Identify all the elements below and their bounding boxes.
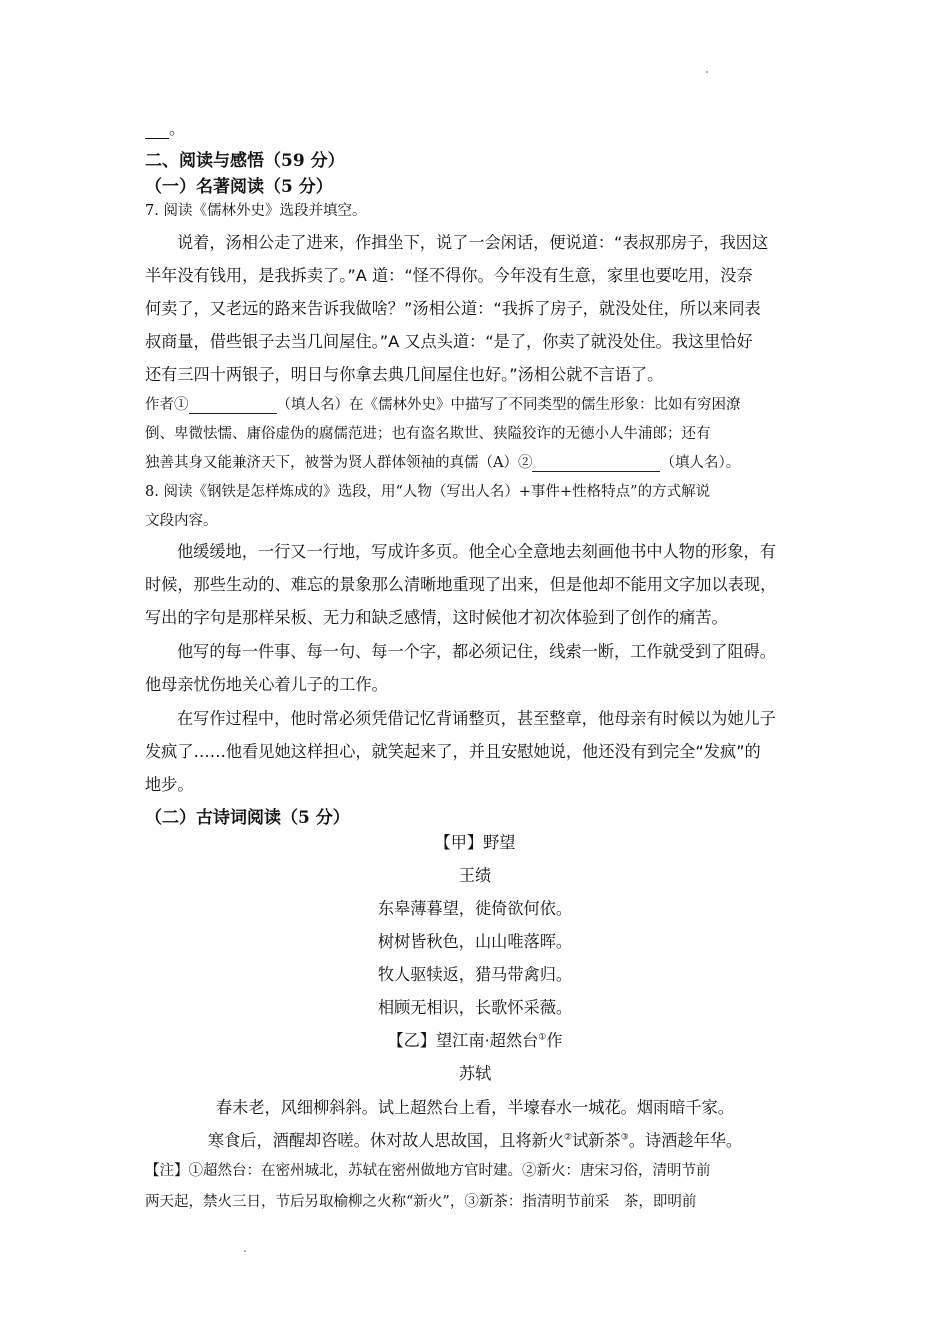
question-8-prompt-cont: 文段内容。 <box>145 513 218 529</box>
poem-2-author: 苏轼 <box>458 1064 492 1083</box>
subsection-poetry-title: （二）古诗词阅读（5 分） <box>145 808 350 828</box>
section-title: 二、阅读与感悟（59 分） <box>145 151 345 171</box>
question-7-fill-line-2: 倒、卑微怯懦、庸俗虚伪的腐儒范进；也有盗名欺世、狭隘狡诈的无德小人牛浦郎；还有 <box>145 426 711 442</box>
passage-2-line: 地步。 <box>145 775 194 794</box>
passage-2-line: 写出的字句是那样呆板、无力和缺乏感情，这时候他才初次体验到了创作的痛苦。 <box>145 608 728 627</box>
poem-1-line: 相顾无相识，长歌怀采薇。 <box>377 998 573 1017</box>
scan-speck <box>706 71 708 73</box>
notes-line: 【注】①超然台：在密州城北，苏轼在密州做地方官时建。②新火：唐宋习俗，清明节前 <box>145 1163 711 1179</box>
poem-1-title: 【甲】野望 <box>434 833 516 852</box>
question-7-fill-line-1: 作者① （填人名）在《儒林外史》中描写了不同类型的儒生形象：比如有穷困潦 <box>145 397 741 413</box>
answer-blank-1[interactable] <box>189 397 277 414</box>
poem-1-line: 树树皆秋色，山山唯落晖。 <box>377 932 573 951</box>
passage-2-line: 时候，那些生动的、难忘的景象那么清晰地重现了出来，但是他却不能用文字加以表现， <box>145 575 777 594</box>
footnote-2-marker: ② <box>564 1132 573 1143</box>
passage-2-line: 他缓缓地，一行又一行地，写成许多页。他全心全意地去刻画他书中人物的形象，有 <box>177 542 776 561</box>
answer-underline <box>145 124 169 139</box>
subsection-classics-title: （一）名著阅读（5 分） <box>145 177 333 197</box>
footnote-3-marker: ③ <box>620 1132 629 1143</box>
passage-1-line: 叔商量，借些银子去当几间屋住。”A 又点头道：“是了，你卖了就没处住。我这里恰好 <box>145 332 753 351</box>
fragment-text: 。 <box>169 119 186 138</box>
blank-2-marker: ② <box>517 455 533 471</box>
passage-2-line: 发疯了……他看见她这样担心，就笑起来了，并且安慰她说，他还没有到完全“发疯”的 <box>145 742 761 761</box>
question-7-fill-line-3: 独善其身又能兼济天下，被誉为贤人群体领袖的真儒（A）② （填人名）。 <box>145 455 741 471</box>
passage-2-line: 他写的每一件事、每一句、每一个字，都必须记住，线索一断，工作就受到了阻碍。 <box>177 642 776 661</box>
poem-2-line-1: 春未老，风细柳斜斜。试上超然台上看，半壕春水一城花。烟雨暗千家。 <box>216 1098 734 1117</box>
question-8-prompt: 8. 阅读《钢铁是怎样炼成的》选段，用“人物（写出人名）+事件+性格特点”的方式解说 <box>145 484 711 500</box>
passage-1-line: 半年没有钱用，是我拆卖了。”A 道：“怪不得你。今年没有生意，家里也要吃用，没奈 <box>145 266 753 285</box>
passage-2-line: 在写作过程中，他时常必须凭借记忆背诵整页，甚至整章，他母亲有时候以为她儿子 <box>177 709 776 728</box>
blank-1-marker: ① <box>174 397 189 413</box>
answer-blank-2[interactable] <box>532 455 660 472</box>
poem-2-title: 【乙】望江南·超然台①作 <box>387 1031 563 1050</box>
poem-1-line: 牧人驱犊返，猎马带禽归。 <box>377 965 573 984</box>
passage-1-line: 何卖了，又老远的路来告诉我做啥？”汤相公道：“我拆了房子，就没处住，所以来同表 <box>145 299 761 318</box>
scan-speck <box>244 1250 246 1252</box>
footnote-1-marker: ① <box>538 1032 547 1043</box>
poem-2-line-2: 寒食后，酒醒却咨嗟。休对故人思故国，且将新火②试新茶③。诗酒趁年华。 <box>207 1131 743 1150</box>
passage-2-line: 他母亲忧伤地关心着儿子的工作。 <box>145 675 388 694</box>
question-7-prompt: 7. 阅读《儒林外史》选段并填空。 <box>145 203 367 219</box>
poem-1-author: 王绩 <box>458 866 492 885</box>
notes-line: 两天起，禁火三日，节后另取榆柳之火称“新火”，③新茶：指清明节前采 茶，即明前 <box>145 1194 697 1210</box>
previous-answer-fragment <box>145 116 185 139</box>
passage-1-line: 说着，汤相公走了进来，作揖坐下，说了一会闲话，便说道：“表叔那房子，我因这 <box>177 233 769 252</box>
passage-1-line: 还有三四十两银子，明日与你拿去典几间屋住也好。”汤相公就不言语了。 <box>145 365 664 384</box>
poem-1-line: 东皋薄暮望，徙倚欲何依。 <box>377 899 573 918</box>
